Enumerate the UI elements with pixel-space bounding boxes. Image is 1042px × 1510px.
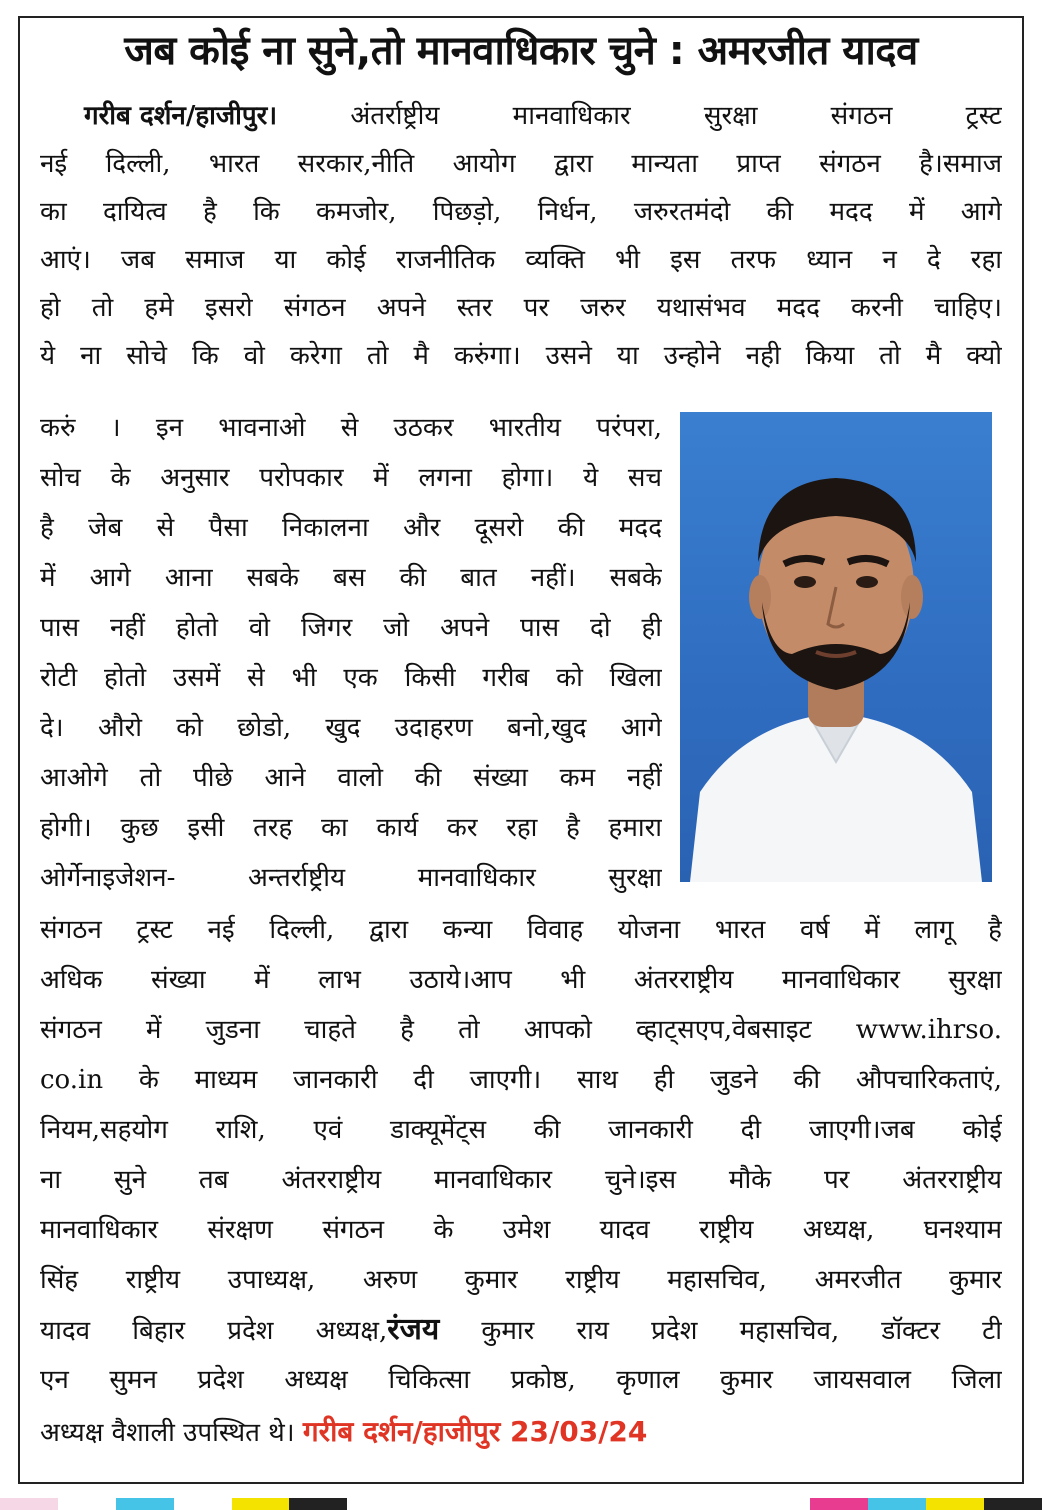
headline: जब कोई ना सुने,तो मानवाधिकार चुने : अमरजीत यादव [124, 28, 918, 74]
portrait-photo [680, 412, 992, 882]
person-photo-icon [680, 412, 992, 882]
article-line: ये ना सोचे कि वो करेगा तो मै करुंगा। उसने या उन्होने नही किया तो मै क्यो [40, 341, 1002, 371]
article-line: ओर्गेनाइजेशन- अन्तर्राष्ट्रीय मानवाधिकार सुरक्षा [40, 863, 662, 893]
article-line: रोटी होतो उसमें से भी एक किसी गरीब को खिला [40, 663, 662, 693]
article-line: पास नहीं होतो वो जिगर जो अपने पास दो ही [40, 613, 662, 643]
article-line: का दायित्व है कि कमजोर, पिछड़ो, निर्धन, जरुरतमंदो की मदद में आगे [40, 197, 1002, 227]
article-line: संगठन ट्रस्ट नई दिल्ली, द्वारा कन्या विवाह योजना भारत वर्ष में लागू है [40, 915, 1002, 945]
article-line: गरीब दर्शन/हाजीपुर। अंतर्राष्ट्रीय मानवाधिकार सुरक्षा संगठन ट्रस्ट [40, 92, 1002, 140]
dateline-start: गरीब दर्शन/हाजीपुर। [84, 101, 278, 131]
article-line: अधिक संख्या में लाभ उठाये।आप भी अंतरराष्ट्रीय मानवाधिकार सुरक्षा [40, 965, 1002, 995]
article-frame [18, 16, 1024, 1484]
article-line: है जेब से पैसा निकालना और दूसरो की मदद [40, 513, 662, 543]
article-line: में आगे आना सबके बस की बात नहीं। सबके [40, 563, 662, 593]
article-line: आओगे तो पीछे आने वालो की संख्या कम नहीं [40, 763, 662, 793]
article-line: सिंह राष्ट्रीय उपाध्यक्ष, अरुण कुमार राष्ट्रीय महासचिव, अमरजीत कुमार [40, 1265, 1002, 1295]
article-line: यादव बिहार प्रदेश अध्यक्ष,रंजय कुमार राय प्रदेश महासचिव, डॉक्टर टी [40, 1312, 1002, 1347]
article-line: करुं । इन भावनाओ से उठकर भारतीय परंपरा, [40, 413, 662, 443]
article-line: ना सुने तब अंतरराष्ट्रीय मानवाधिकार चुने।इस मौके पर अंतरराष्ट्रीय [40, 1165, 1002, 1195]
article-line: नई दिल्ली, भारत सरकार,नीति आयोग द्वारा मान्यता प्राप्त संगठन है।समाज [40, 149, 1002, 179]
article-line: अध्यक्ष वैशाली उपस्थित थे। गरीब दर्शन/हाजीपुर 23/03/24 [40, 1415, 648, 1448]
article-line: सोच के अनुसार परोपकार में लगना होगा। ये सच [40, 463, 662, 493]
article-line: नियम,सहयोग राशि, एवं डाक्यूमेंट्स की जानकारी दी जाएगी।जब कोई [40, 1115, 1002, 1145]
article-line: मानवाधिकार संरक्षण संगठन के उमेश यादव राष्ट्रीय अध्यक्ष, घनश्याम [40, 1215, 1002, 1245]
article-line: दे। औरो को छोडो, खुद उदाहरण बनो,खुद आगे [40, 713, 662, 743]
article-line: होगी। कुछ इसी तरह का कार्य कर रहा है हमारा [40, 813, 662, 843]
article-line: हो तो हमे इसरो संगठन अपने स्तर पर जरुर यथासंभव मदद करनी चाहिए। [40, 293, 1002, 323]
article-line: एन सुमन प्रदेश अध्यक्ष चिकित्सा प्रकोष्ठ, कृणाल कुमार जायसवाल जिला [40, 1365, 1002, 1395]
article-line: आएं। जब समाज या कोई राजनीतिक व्यक्ति भी इस तरफ ध्यान न दे रहा [40, 245, 1002, 275]
article-line: co.in के माध्यम जानकारी दी जाएगी। साथ ही जुडने की औपचारिकताएं, [40, 1065, 1002, 1095]
article-line: संगठन में जुडना चाहते है तो आपको व्हाट्सएप,वेबसाइट www.ihrso. [40, 1015, 1002, 1045]
name-highlight: रंजय [387, 1312, 440, 1347]
dateline-end: गरीब दर्शन/हाजीपुर 23/03/24 [302, 1415, 648, 1448]
print-color-bar [0, 1498, 1042, 1510]
